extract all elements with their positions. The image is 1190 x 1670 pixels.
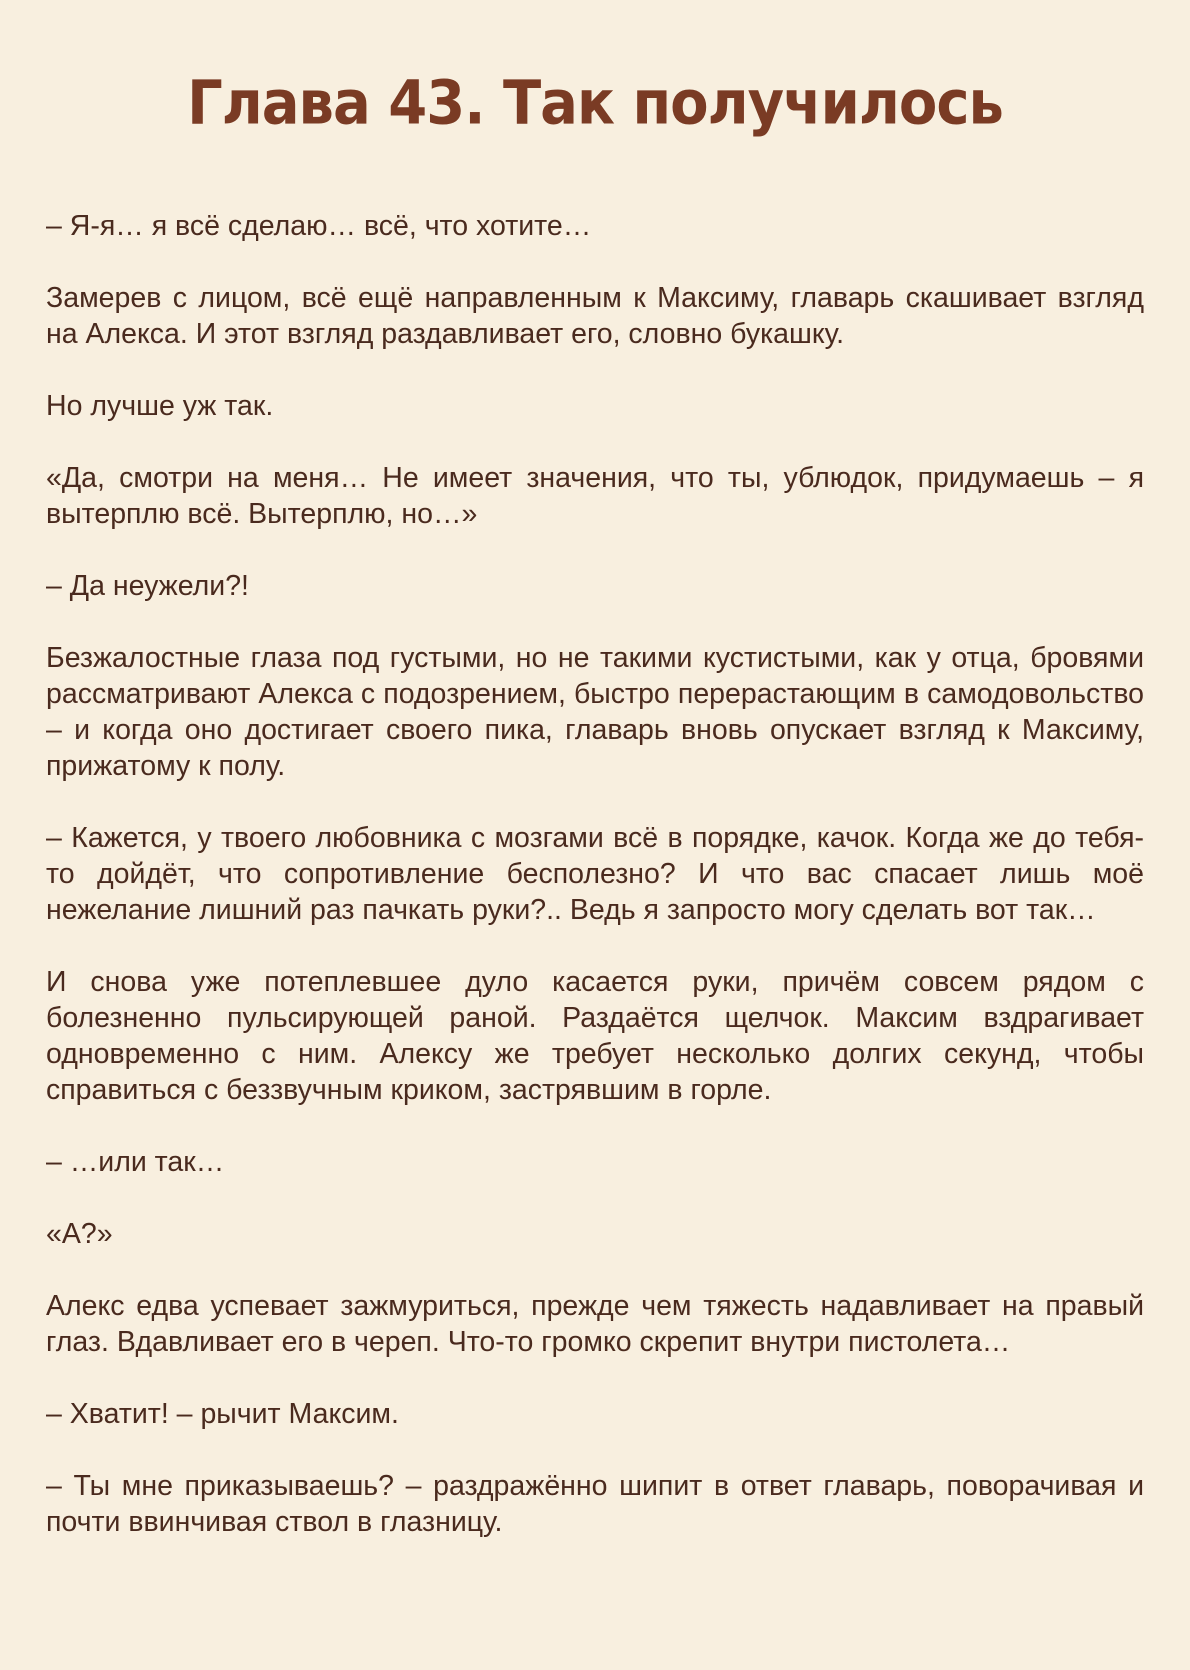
- paragraph: – …или так…: [46, 1146, 225, 1178]
- paragraph: – Кажется, у твоего любовника с мозгами всё в порядке, качок. Когда же до тебя-то дойдёт, что сопротивление бесполезно? И что вас спасает лишь моё нежелание лишний раз пачкать руки?.. Ведь я запросто могу сделать вот так…: [46, 822, 1144, 926]
- paragraph: «Да, смотри на меня… Не имеет значения, что ты, ублюдок, придумаешь – я вытерплю всё. Вытерплю, но…»: [46, 462, 1144, 530]
- chapter-body: [46, 208, 1144, 1540]
- paragraph: Замерев с лицом, всё ещё направленным к Максиму, главарь скашивает взгляд на Алекса. И этот взгляд раздавливает его, словно букашку.: [46, 282, 1144, 350]
- paragraph: – Да неужели?!: [46, 570, 249, 602]
- chapter-title: Глава 43. Так получилось: [187, 68, 1003, 139]
- paragraph: – Ты мне приказываешь? – раздражённо шипит в ответ главарь, поворачивая и почти ввинчивая ствол в глазницу.: [46, 1470, 1144, 1538]
- paragraph: «А?»: [46, 1218, 113, 1250]
- paragraph: Но лучше уж так.: [46, 390, 274, 422]
- paragraph: Безжалостные глаза под густыми, но не такими кустистыми, как у отца, бровями рассматривают Алекса с подозрением, быстро перерастающим в самодовольство – и когда оно достигает своего пика, главарь вновь опускает взгляд к Максиму, прижатому к полу.: [46, 642, 1144, 782]
- paragraph: И снова уже потеплевшее дуло касается руки, причём совсем рядом с болезненно пульсирующей раной. Раздаётся щелчок. Максим вздрагивает одновременно с ним. Алексу же требует несколько долгих секунд, чтобы справиться с беззвучным криком, застрявшим в горле.: [46, 966, 1144, 1106]
- paragraph: – Я-я… я всё сделаю… всё, что хотите…: [46, 210, 592, 242]
- paragraph: – Хватит! – рычит Максим.: [46, 1398, 399, 1430]
- paragraph: Алекс едва успевает зажмуриться, прежде чем тяжесть надавливает на правый глаз. Вдавливает его в череп. Что-то громко скрепит внутри пистолета…: [46, 1290, 1144, 1358]
